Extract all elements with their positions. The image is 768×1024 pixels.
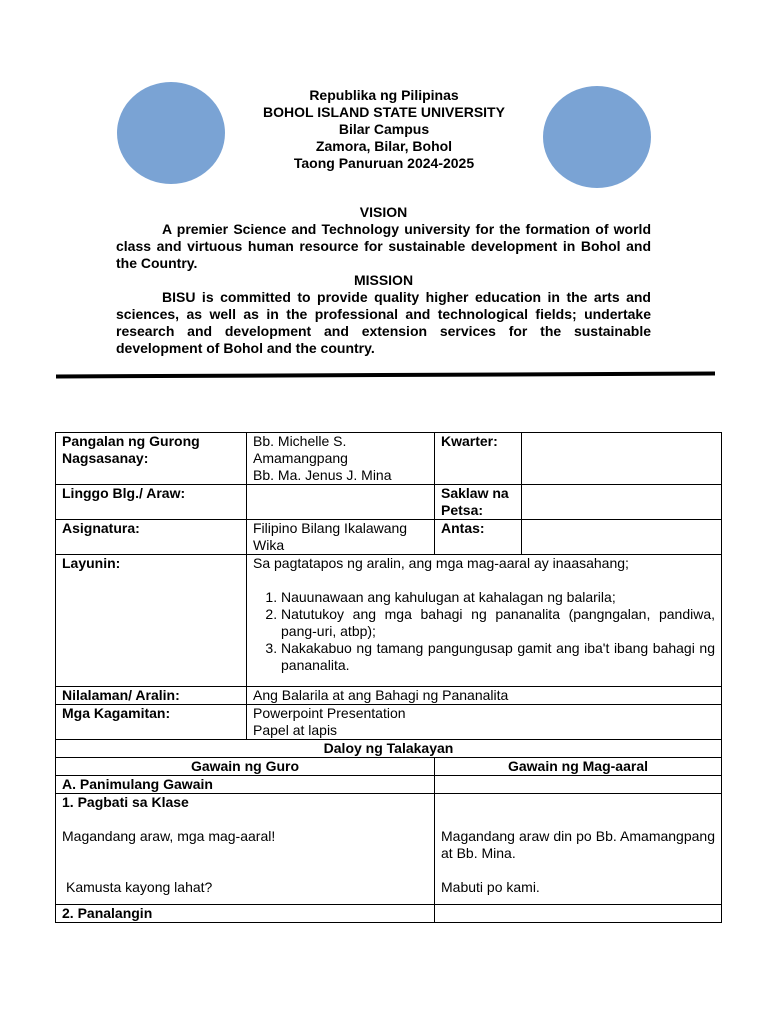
level-label: Antas: — [435, 520, 522, 555]
header-line-school-year: Taong Panuruan 2024-2025 — [293, 155, 475, 171]
subject-value: Filipino Bilang Ikalawang Wika — [247, 520, 435, 555]
mission-text: BISU is committed to provide quality higher education in the arts and sciences, as well as in the professional and technological fields; undertake research and development and extension services for the sustainable development of Bohol and the country. — [116, 289, 651, 356]
teacher-label: Pangalan ng Gurong Nagsasanay: — [56, 433, 247, 485]
table-row — [56, 776, 722, 794]
level-value — [522, 520, 722, 555]
objectives-intro: Sa pagtatapos ng aralin, ang mga mag-aaral ay inaasahang; — [253, 555, 629, 571]
teacher-name-2: Bb. Ma. Jenus J. Mina — [253, 467, 392, 483]
material-item-1: Powerpoint Presentation — [253, 705, 406, 721]
student-greeting-cell — [435, 794, 722, 905]
mission-section — [116, 272, 651, 357]
document-header — [200, 87, 568, 172]
list-item: 1. Nauunawaan ang kahulugan at kahalagan ng balarila; — [281, 589, 715, 606]
content-label: Nilalaman/ Aralin: — [56, 687, 247, 705]
list-item: 3. Nakakabuo ng tamang pangungusap gamit ang iba't ibang bahagi ng pananalita. — [281, 640, 715, 674]
vision-text: A premier Science and Technology university for the formation of world class and virtuous human resource for sustainable development in Bohol and the Country. — [116, 221, 651, 271]
table-row — [56, 740, 722, 758]
materials-label: Mga Kagamitan: — [56, 705, 247, 740]
mission-title: MISSION — [353, 272, 414, 288]
header-line-campus: Bilar Campus — [338, 121, 430, 137]
content-value: Ang Balarila at ang Bahagi ng Pananalita — [247, 687, 722, 705]
table-row — [56, 485, 722, 520]
objectives-label: Layunin: — [56, 555, 247, 687]
teacher-greeting: Magandang araw, mga mag-aaral! — [62, 828, 276, 844]
header-line-address: Zamora, Bilar, Bohol — [315, 138, 453, 154]
table-row — [56, 433, 722, 485]
header-line-republic: Republika ng Pilipinas — [309, 87, 459, 103]
teacher-activity-header: Gawain ng Guro — [56, 758, 435, 776]
student-activity-header: Gawain ng Mag-aaral — [435, 758, 722, 776]
table-row — [56, 794, 722, 905]
quarter-label: Kwarter: — [435, 433, 522, 485]
quarter-value — [522, 433, 722, 485]
header-line-university: BOHOL ISLAND STATE UNIVERSITY — [263, 104, 505, 120]
objectives-cell — [247, 555, 722, 687]
table-row — [56, 758, 722, 776]
week-label: Linggo Blg./ Araw: — [56, 485, 247, 520]
lesson-plan-table — [55, 432, 722, 923]
table-row — [56, 555, 722, 687]
table-row — [56, 687, 722, 705]
week-value — [247, 485, 435, 520]
header-divider — [56, 372, 715, 379]
vision-title: VISION — [359, 204, 408, 220]
student-answer: Mabuti po kami. — [441, 879, 540, 895]
student-greeting: Magandang araw din po Bb. Amamangpang at Bb. Mina. — [441, 828, 715, 861]
subject-label: Asignatura: — [56, 520, 247, 555]
section-a-title: A. Panimulang Gawain — [56, 776, 435, 794]
objectives-list — [253, 589, 715, 674]
teacher-greeting-cell — [56, 794, 435, 905]
teacher-question: Kamusta kayong lahat? — [66, 879, 213, 895]
teacher-names — [247, 433, 435, 485]
list-item: 2. Natutukoy ang mga bahagi ng pananalita (pangngalan, pandiwa, pang-uri, atbp); — [281, 606, 715, 640]
vision-section — [116, 204, 651, 272]
step-1-title: 1. Pagbati sa Klase — [62, 794, 189, 810]
flow-title: Daloy ng Talakayan — [56, 740, 722, 758]
teacher-name-1: Bb. Michelle S. Amamangpang — [253, 433, 348, 466]
table-row — [56, 520, 722, 555]
material-item-2: Papel at lapis — [253, 722, 338, 738]
table-row — [56, 905, 722, 923]
table-row — [56, 705, 722, 740]
date-value — [522, 485, 722, 520]
materials-cell — [247, 705, 722, 740]
step-2-title: 2. Panalangin — [56, 905, 435, 923]
date-label: Saklaw na Petsa: — [435, 485, 522, 520]
